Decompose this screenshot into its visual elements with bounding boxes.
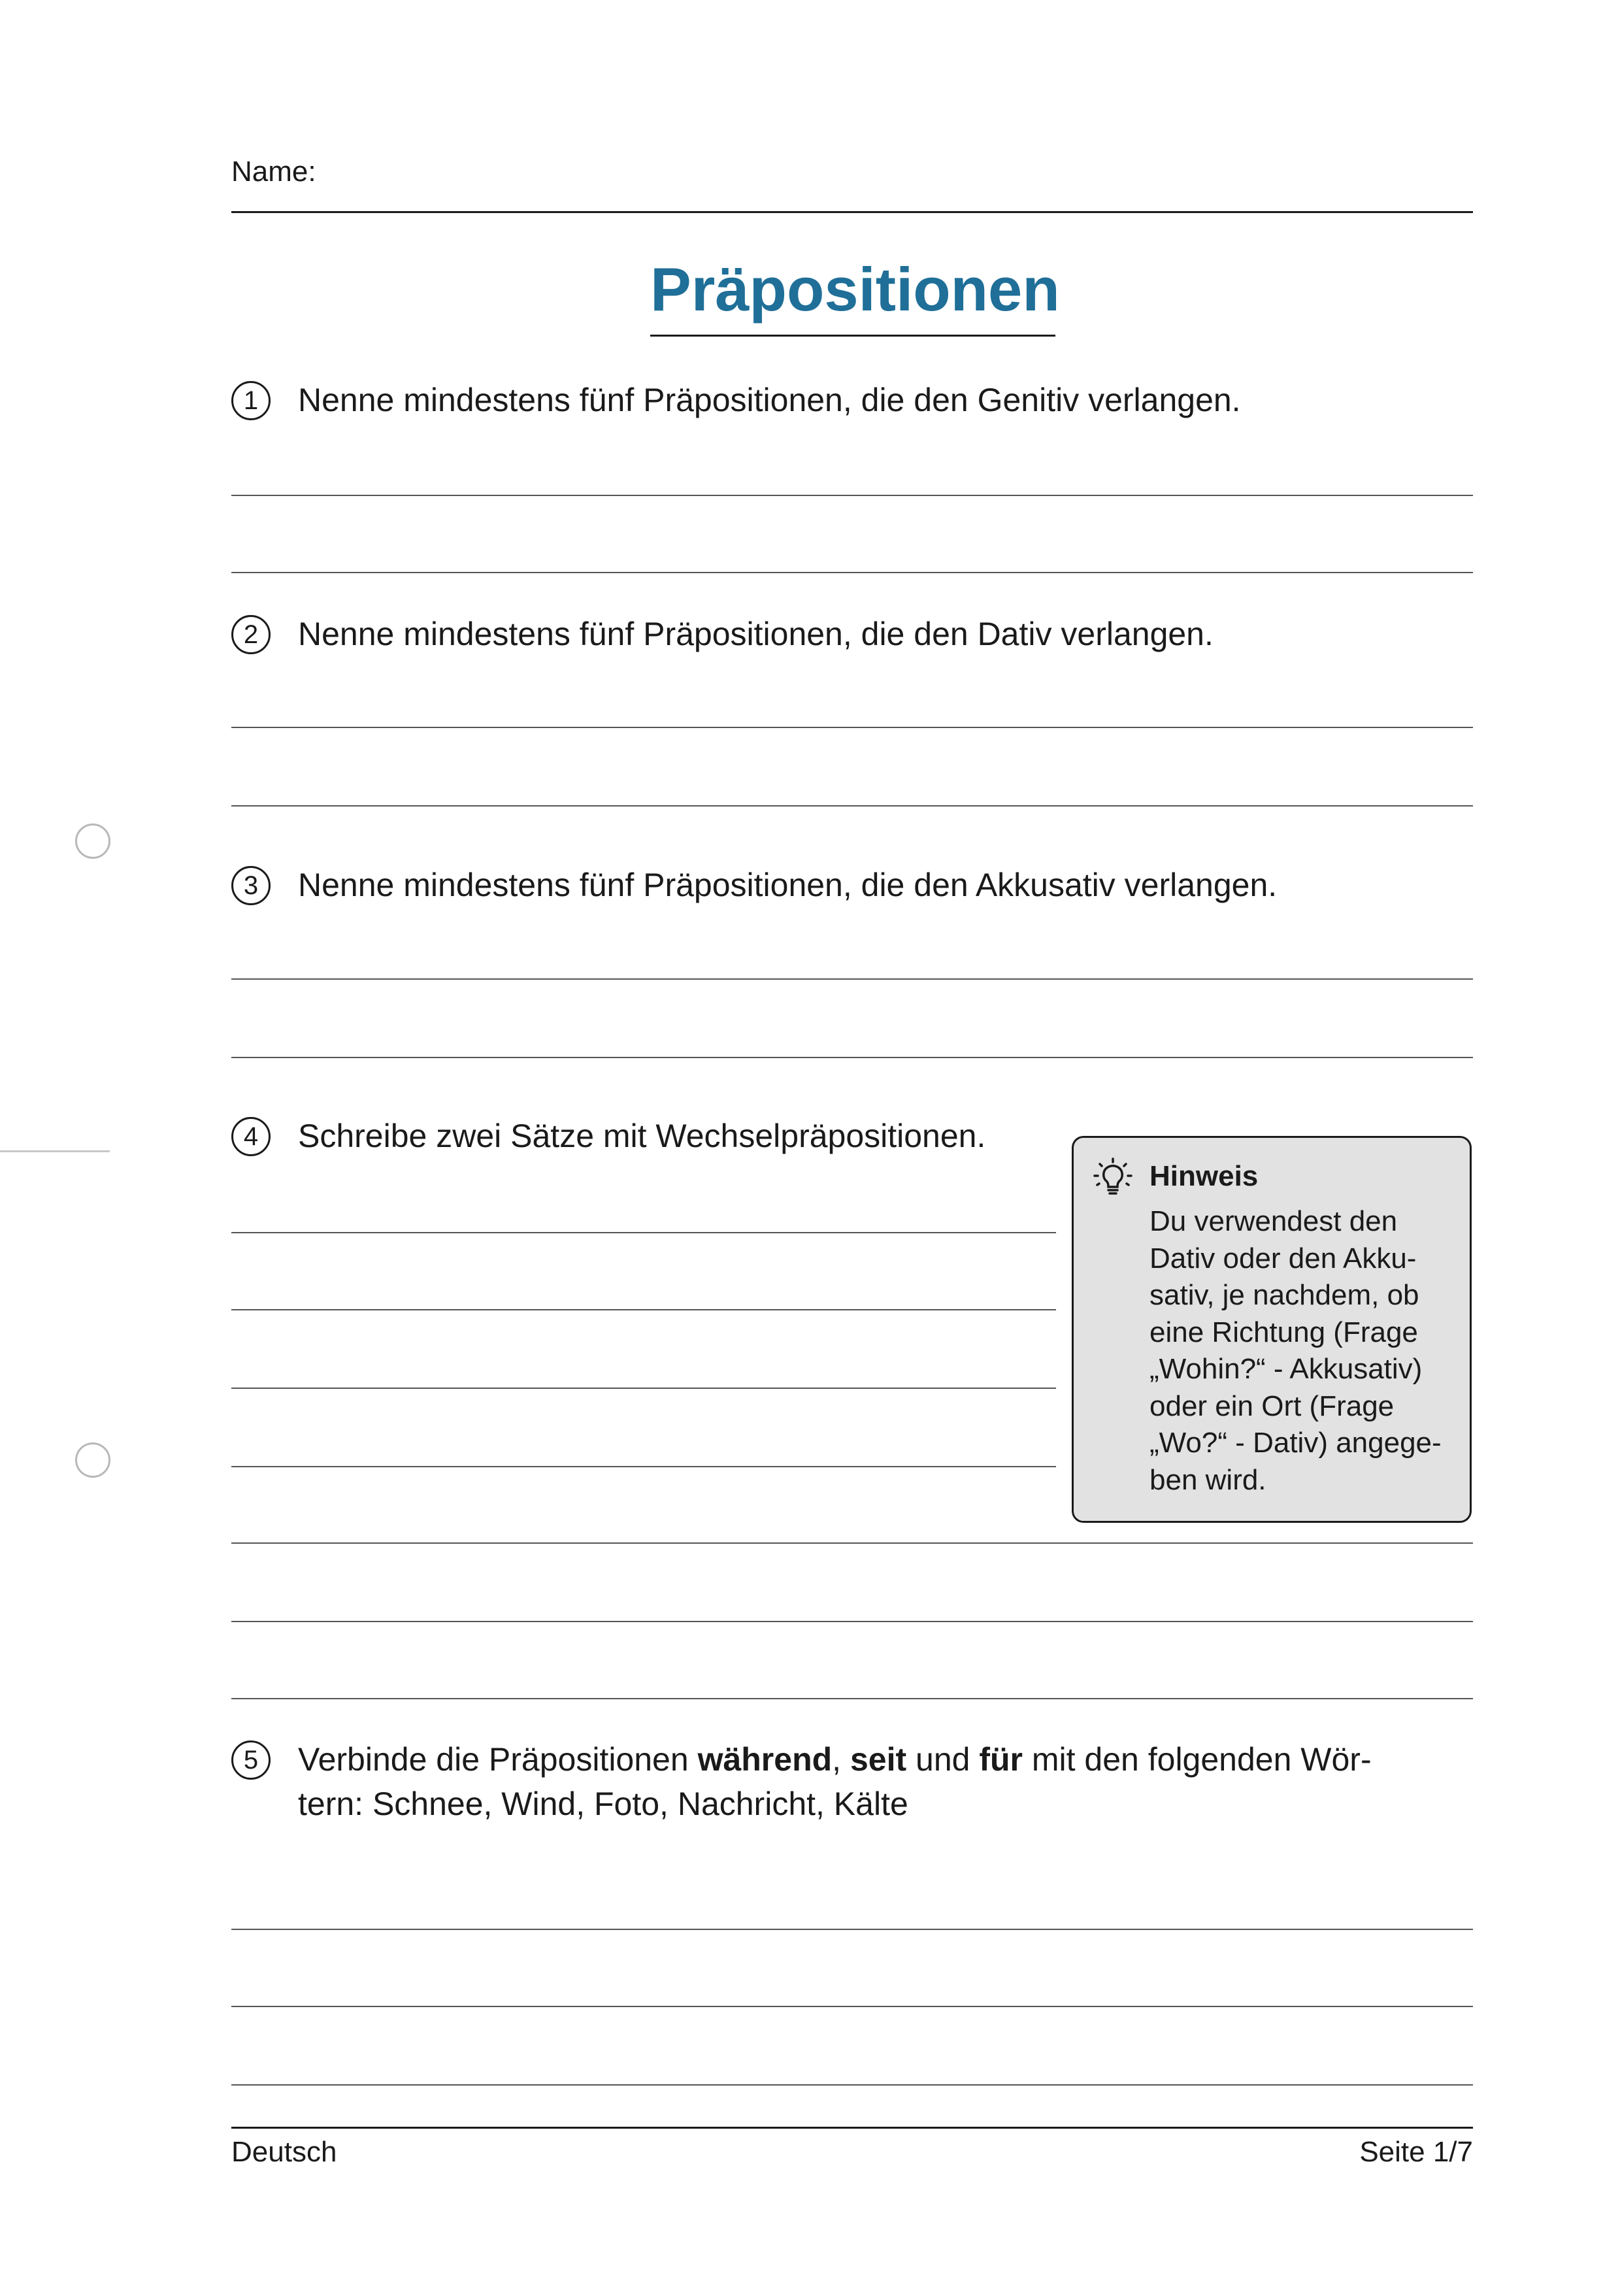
hint-line: sativ, je nachdem, ob <box>1149 1279 1419 1311</box>
hint-text <box>1149 1203 1450 1499</box>
answer-line[interactable] <box>231 1929 1473 1930</box>
task-5-text-part: und <box>906 1741 980 1778</box>
task-number-3: 3 <box>231 866 271 905</box>
answer-line[interactable] <box>231 1542 1473 1544</box>
task-1-text: Nenne mindestens fünf Präpositionen, die den Genitiv verlangen. <box>298 382 1241 418</box>
answer-line[interactable] <box>231 1621 1473 1622</box>
hint-line: Du verwendest den <box>1149 1205 1398 1237</box>
answer-line[interactable] <box>231 1232 1056 1233</box>
hint-line: Dativ oder den Akku- <box>1149 1242 1417 1274</box>
answer-line[interactable] <box>231 2084 1473 2086</box>
hint-line: oder ein Ort (Frage <box>1149 1389 1395 1422</box>
title-underline <box>650 335 1055 337</box>
name-label: Name: <box>231 156 316 188</box>
hint-line: „Wo?“ - Dativ) angege- <box>1149 1427 1442 1459</box>
page-title: Präpositionen <box>650 255 1060 324</box>
hint-title: Hinweis <box>1149 1160 1259 1192</box>
task-5-text <box>298 1737 1474 1826</box>
task-number-1: 1 <box>231 381 271 420</box>
task-5-text-part: , <box>832 1741 850 1778</box>
hint-line: „Wohin?“ - Akkusativ) <box>1149 1353 1423 1385</box>
answer-line[interactable] <box>231 978 1473 980</box>
punch-hole-top <box>75 824 110 859</box>
hint-line: ben wird. <box>1149 1463 1266 1496</box>
answer-line[interactable] <box>231 727 1473 728</box>
answer-line[interactable] <box>231 495 1473 496</box>
task-number-2: 2 <box>231 615 271 654</box>
punch-hole-bottom <box>75 1442 110 1478</box>
task-5-text-part: Verbinde die Präpositionen <box>298 1741 698 1778</box>
hint-box <box>1072 1136 1472 1523</box>
name-line[interactable] <box>231 211 1473 213</box>
task-5-text-line2: tern: Schnee, Wind, Foto, Nachricht, Kälte <box>298 1786 908 1822</box>
task-5-text-part: mit den folgenden Wör- <box>1023 1741 1372 1778</box>
task-number-5: 5 <box>231 1740 271 1780</box>
answer-line[interactable] <box>231 805 1473 807</box>
answer-line[interactable] <box>231 2006 1473 2007</box>
task-4-text: Schreibe zwei Sätze mit Wechselpräpositionen. <box>298 1118 986 1154</box>
keyword-seit: seit <box>850 1741 907 1778</box>
keyword-waehrend: während <box>697 1741 833 1778</box>
answer-line[interactable] <box>231 1466 1056 1467</box>
fold-mark <box>0 1150 110 1152</box>
answer-line[interactable] <box>231 1309 1056 1310</box>
footer-rule <box>231 2127 1473 2129</box>
answer-line[interactable] <box>231 1057 1473 1058</box>
keyword-fuer: für <box>979 1741 1023 1778</box>
lightbulb-icon <box>1092 1157 1134 1199</box>
task-3-text: Nenne mindestens fünf Präpositionen, die den Akkusativ verlangen. <box>298 867 1278 903</box>
hint-line: eine Richtung (Frage <box>1149 1316 1418 1348</box>
answer-line[interactable] <box>231 1388 1056 1389</box>
task-2-text: Nenne mindestens fünf Präpositionen, die den Dativ verlangen. <box>298 616 1214 652</box>
footer-page-number: Seite 1/7 <box>1359 2136 1473 2168</box>
answer-line[interactable] <box>231 572 1473 573</box>
answer-line[interactable] <box>231 1698 1473 1699</box>
footer-subject: Deutsch <box>231 2136 337 2168</box>
task-number-4: 4 <box>231 1117 271 1156</box>
